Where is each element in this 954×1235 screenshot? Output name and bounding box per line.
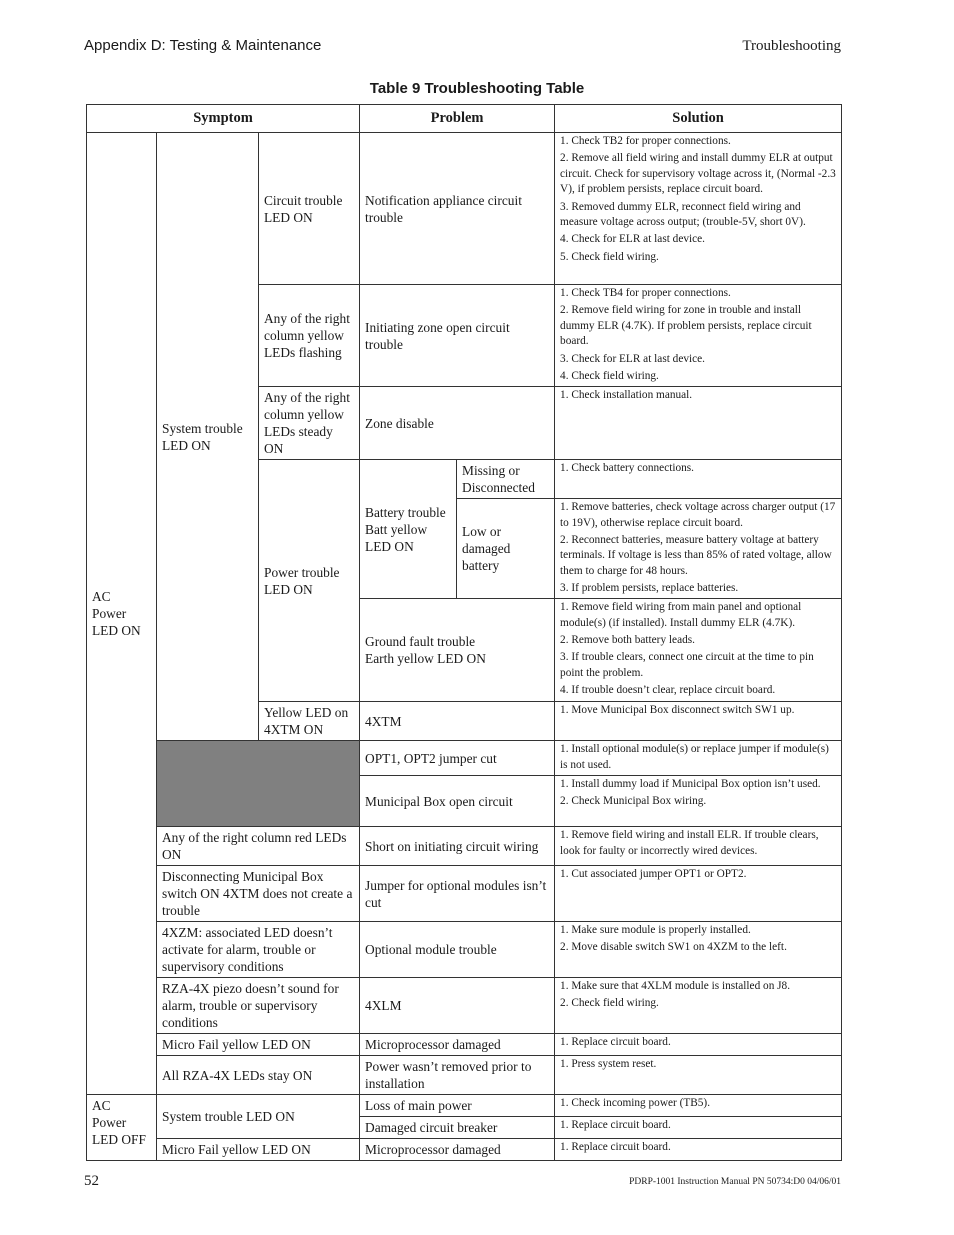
- yellow-steady-cell: Any of the right column yellow LEDs steady ON: [259, 387, 360, 460]
- solution-step: 3. Check for ELR at last device.: [560, 352, 705, 365]
- solution-step: 1. Replace circuit board.: [560, 1141, 671, 1154]
- ground-fault-label: Ground fault trouble Earth yellow LED ON: [365, 634, 486, 667]
- troubleshooting-table: [86, 104, 842, 1161]
- disconnect-muni-problem: Jumper for optional modules isn’t cut: [360, 866, 555, 922]
- solution-step: 2. Move disable switch SW1 on 4XZM to the left.: [560, 941, 787, 954]
- solution-step: 2. Remove all field wiring and install dummy ELR at output circuit. Check for supervisory voltage across it, (Normal -2.3 V), if problem persists, replace circuit board.: [560, 152, 836, 196]
- table-row: [87, 1034, 842, 1056]
- breaker-problem: Damaged circuit breaker: [360, 1117, 555, 1139]
- red-leds-problem: Short on initiating circuit wiring: [360, 827, 555, 866]
- micro-fail-problem: Microprocessor damaged: [360, 1034, 555, 1056]
- low-battery-cell: Low or damaged battery: [457, 499, 555, 599]
- solution-cell: [555, 776, 842, 827]
- solution-cell: [555, 1117, 842, 1139]
- solution-step: 1. Make sure that 4XLM module is installed on J8.: [560, 980, 791, 993]
- circuit-trouble-problem: Notification appliance circuit trouble: [360, 133, 555, 285]
- solution-step: 2. Remove both battery leads.: [560, 634, 695, 647]
- yellow-4xtm-problem: 4XTM: [360, 702, 555, 741]
- table-row: [87, 741, 842, 776]
- solution-step: 2. Reconnect batteries, measure battery voltage at battery terminals. If voltage is less than 85% of rated voltage, allow them to charge for 48 hours.: [560, 533, 832, 577]
- solution-cell: [555, 133, 842, 285]
- opt-jumper-problem: OPT1, OPT2 jumper cut: [360, 741, 555, 776]
- yellow-flashing-problem: Initiating zone open circuit trouble: [360, 285, 555, 387]
- table-row: [87, 1056, 842, 1095]
- table-caption: Table 9 Troubleshooting Table: [369, 80, 585, 97]
- solution-cell: [555, 460, 842, 499]
- solution-step: 1. Check installation manual.: [560, 389, 693, 401]
- solution-step: 3. If problem persists, replace batteries.: [560, 582, 739, 595]
- solution-cell: [555, 827, 842, 866]
- system-trouble-label: System trouble LED ON: [162, 420, 243, 453]
- ac-power-on-cell: [87, 133, 157, 1095]
- yellow-steady-problem: Zone disable: [360, 387, 555, 460]
- muni-open-problem: Municipal Box open circuit: [360, 776, 555, 827]
- solution-cell: [555, 499, 842, 599]
- off-micro-fail-cell: Micro Fail yellow LED ON: [157, 1139, 360, 1161]
- table-row: [87, 1095, 842, 1117]
- solution-step: 1. Make sure module is properly installed.: [560, 924, 751, 937]
- rza-leds-problem: Power wasn’t removed prior to installation: [360, 1056, 555, 1095]
- table-header-row: [87, 105, 842, 133]
- solution-step: 1. Move Municipal Box disconnect switch SW1 up.: [560, 704, 795, 717]
- rza-piezo-cell: RZA-4X piezo doesn’t sound for alarm, trouble or supervisory conditions: [157, 978, 360, 1034]
- solution-step: 4. Check for ELR at last device.: [560, 233, 705, 246]
- solution-step: 2. Check Municipal Box wiring.: [560, 795, 707, 808]
- solution-step: 1. Check battery connections.: [560, 462, 694, 474]
- yellow-4xtm-cell: Yellow LED on 4XTM ON: [259, 702, 360, 741]
- rza-piezo-problem: 4XLM: [360, 978, 555, 1034]
- solution-cell: [555, 1056, 842, 1095]
- off-micro-problem: Microprocessor damaged: [360, 1139, 555, 1161]
- power-trouble-cell: [259, 460, 360, 702]
- table-row: [87, 922, 842, 978]
- solution-step: 5. Check field wiring.: [560, 250, 659, 263]
- ac-power-off-cell: [87, 1095, 157, 1161]
- solution-step: 1. Press system reset.: [560, 1058, 657, 1071]
- solution-cell: [555, 285, 842, 387]
- circuit-trouble-cell: [259, 133, 360, 285]
- solution-cell: [555, 599, 842, 702]
- solution-step: 1. Install dummy load if Municipal Box option isn’t used.: [560, 778, 821, 791]
- yellow-flashing-cell: Any of the right column yellow LEDs flashing: [259, 285, 360, 387]
- solution-cell: [555, 1034, 842, 1056]
- table-row: [87, 978, 842, 1034]
- solution-step: 1. Remove field wiring from main panel and optional module(s) (if installed). Install dummy ELR (4.7K).: [560, 601, 802, 629]
- solution-step: 2. Check field wiring.: [560, 997, 659, 1010]
- table-row: [87, 827, 842, 866]
- solution-step: 1. Remove batteries, check voltage across charger output (17 to 19V), otherwise replace circuit board.: [560, 501, 836, 529]
- loss-power-problem: Loss of main power: [360, 1095, 555, 1117]
- solution-cell: [555, 1095, 842, 1117]
- solution-step: 3. If trouble clears, connect one circuit at the time to pin point the problem.: [560, 651, 814, 679]
- power-trouble-label: Power trouble LED ON: [264, 564, 340, 597]
- solution-step: 1. Check TB2 for proper connections.: [560, 135, 731, 147]
- red-leds-cell: Any of the right column red LEDs ON: [157, 827, 360, 866]
- solution-step: 1. Install optional module(s) or replace jumper if module(s) is not used.: [560, 743, 829, 771]
- header-section-title: Appendix D: Testing & Maintenance: [84, 37, 322, 54]
- document-id: PDRP-1001 Instruction Manual PN 50734:D0 04/06/01: [629, 1177, 841, 1187]
- solution-cell: [555, 387, 842, 460]
- solution-cell: [555, 702, 842, 741]
- battery-trouble-cell: [360, 460, 457, 599]
- rza-leds-cell: All RZA-4X LEDs stay ON: [157, 1056, 360, 1095]
- solution-step: 1. Cut associated jumper OPT1 or OPT2.: [560, 868, 747, 881]
- table-row: [87, 1139, 842, 1161]
- solution-step: 1. Replace circuit board.: [560, 1119, 671, 1132]
- symptom-header: Symptom: [87, 105, 360, 133]
- ac-power-off-label: AC Power LED OFF: [92, 1098, 146, 1148]
- circuit-trouble-label: Circuit trouble LED ON: [264, 192, 343, 225]
- off-system-trouble-cell: System trouble LED ON: [157, 1095, 360, 1139]
- problem-header: Problem: [360, 105, 555, 133]
- solution-header: Solution: [555, 105, 842, 133]
- page-number: 52: [84, 1173, 99, 1189]
- solution-cell: [555, 866, 842, 922]
- missing-battery-cell: Missing or Disconnected: [457, 460, 555, 499]
- solution-step: 4. If trouble doesn’t clear, replace circuit board.: [560, 684, 776, 697]
- solution-cell: [555, 741, 842, 776]
- disconnect-muni-cell: Disconnecting Municipal Box switch ON 4XTM does not create a trouble: [157, 866, 360, 922]
- header-chapter-title: Troubleshooting: [742, 38, 841, 54]
- shaded-empty-cell: [157, 741, 360, 827]
- system-trouble-cell: [157, 133, 259, 741]
- micro-fail-cell: Micro Fail yellow LED ON: [157, 1034, 360, 1056]
- solution-step: 4. Check field wiring.: [560, 369, 659, 382]
- xzm-problem: Optional module trouble: [360, 922, 555, 978]
- solution-step: 1. Check TB4 for proper connections.: [560, 287, 731, 299]
- table-row: [87, 133, 842, 285]
- battery-trouble-label: Battery trouble Batt yellow LED ON: [365, 504, 446, 554]
- solution-step: 2. Remove field wiring for zone in trouble and install dummy ELR (4.7K). If problem persists, replace circuit board.: [560, 304, 812, 348]
- solution-step: 1. Check incoming power (TB5).: [560, 1097, 711, 1110]
- ac-power-on-label: AC Power LED ON: [92, 589, 141, 639]
- ground-fault-cell: [360, 599, 555, 702]
- solution-step: 1. Remove field wiring and install ELR. If trouble clears, look for faulty or incorrectly wired devices.: [560, 829, 819, 857]
- solution-step: 1. Replace circuit board.: [560, 1036, 671, 1049]
- solution-cell: [555, 1139, 842, 1161]
- table-row: [87, 866, 842, 922]
- solution-cell: [555, 978, 842, 1034]
- solution-step: 3. Removed dummy ELR, reconnect field wiring and measure voltage across output; (trouble-5V, short 0V).: [560, 200, 806, 229]
- xzm-cell: 4XZM: associated LED doesn’t activate for alarm, trouble or supervisory conditions: [157, 922, 360, 978]
- solution-cell: [555, 922, 842, 978]
